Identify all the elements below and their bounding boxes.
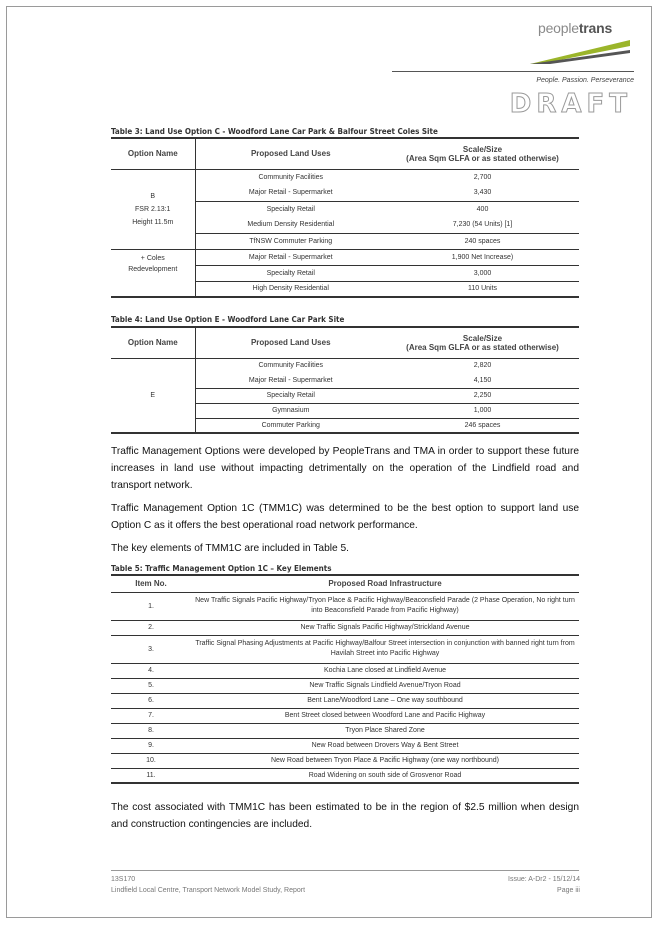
table-cell: 1,000 [473,407,492,414]
table-cell: Specialty Retail [195,201,386,217]
table-cell: Traffic Signal Phasing Adjustments at Pacific Highway/Balfour Street intersection in conjunction with banned right turn from Havilah Street into Pacific Highway [195,640,575,657]
table-cell: 3,000 [473,269,492,277]
table-cell: 4,150 [473,376,492,384]
table-cell: Gymnasium [195,403,386,418]
table-row [111,169,579,185]
table3 [111,137,579,298]
table4-header-option: Option Name [127,338,178,348]
table-row [111,635,579,663]
table-cell: Specialty Retail [195,388,386,403]
paragraph-key-elements: The key elements of TMM1C are included in Table 5. [111,543,350,554]
tagline: People. Passion. Perseverance [536,77,634,84]
table3-header-option: Option Name [127,149,178,159]
table-row [111,708,579,723]
logo-text-people: people [538,20,579,36]
table5-caption: Table 5: Traffic Management Option 1C – Key Elements [111,564,332,573]
table-cell: TfNSW Commuter Parking [195,233,386,249]
table-cell: Major Retail - Supermarket [195,373,386,388]
table4-group-cell: E [150,391,156,399]
table-cell: Community Facilities [195,169,386,185]
table-cell: New Traffic Signals Pacific Highway/Tryon Place & Pacific Highway/Beaconsfield Parade (2 Phase Operation, No right turn into Beaconsfield Parade from Pacific Highway) [195,597,575,614]
table-cell: 400 [476,205,489,213]
table4-header-uses: Proposed Land Uses [195,327,386,358]
table3-caption: Table 3: Land Use Option C - Woodford Lane Car Park & Balfour Street Coles Site [111,127,438,136]
table-cell: New Traffic Signals Lindfield Avenue/Tryon Road [309,682,461,689]
peopletrans-logo [530,20,630,68]
table5 [111,574,579,784]
table-cell: 246 spaces [464,421,501,429]
table-row [111,663,579,678]
table-cell: 2,700 [473,173,492,181]
draft-watermark: DRAFT [509,89,632,119]
table5-header-item: Item No. [135,579,167,589]
table-cell: Commuter Parking [195,418,386,433]
table-cell: 10. [146,757,156,764]
table-cell: 240 spaces [464,237,501,245]
paragraph-traffic-options: Traffic Management Options were developed by PeopleTrans and TMA in order to support these future increases in land use without impacting detrimentally on the operation of the Lindfield road and transport network. [111,446,579,491]
logo-swoosh-icon [530,36,630,66]
table-row [111,249,579,265]
table-cell: Kochia Lane closed at Lindfield Avenue [323,667,447,674]
table-cell: 1. [148,602,154,610]
table4-header-scale: Scale/Size (Area Sqm GLFA or as stated otherwise) [406,333,559,352]
table-cell: Major Retail - Supermarket [195,249,386,265]
table-cell: 7,230 (54 Units) [1] [452,221,513,229]
table-cell: 7. [148,712,154,719]
table-cell: 3,430 [473,189,492,197]
table-row [111,620,579,635]
footer-rule [111,870,579,871]
table-cell: 3. [148,645,154,653]
table-cell: 8. [148,727,154,734]
table-cell: 2,250 [473,392,492,399]
table3-group1-cell: B FSR 2.13:1 Height 11.5m [132,192,174,226]
table-cell: 110 Units [467,285,498,293]
table-cell: 5. [148,682,154,689]
table-row [111,592,579,620]
paragraph-cost: The cost associated with TMM1C has been estimated to be in the region of $2.5 million when design and construction contingencies are included. [111,802,579,830]
table-cell: New Road between Drovers Way & Bent Street [311,742,459,749]
table-row [111,358,579,373]
table4 [111,326,579,434]
table-cell: Community Facilities [195,358,386,373]
table-cell: Specialty Retail [195,265,386,281]
table-cell: Medium Density Residential [195,217,386,233]
table-cell: Bent Street closed between Woodford Lane and Pacific Highway [284,712,486,719]
table3-header-scale: Scale/Size (Area Sqm GLFA or as stated otherwise) [406,144,559,163]
table-row [111,723,579,738]
table4-caption: Table 4: Land Use Option E - Woodford Lane Car Park Site [111,315,345,324]
table-row [111,693,579,708]
table-row [111,753,579,768]
logo-text-trans: trans [578,20,613,36]
table-cell: 1,900 Net Increase) [451,253,514,261]
table-row [111,678,579,693]
table-cell: 4. [148,667,154,674]
table-cell: Road Widening on south side of Grosvenor Road [308,771,462,779]
table-cell: New Road between Tryon Place & Pacific Highway (one way northbound) [270,757,499,764]
table3-group2-cell: + Coles Redevelopment [128,254,178,273]
paragraph-tmm1c: Traffic Management Option 1C (TMM1C) was determined to be the best option to support land use Option C as it offers the best operational road network performance. [111,503,579,531]
table-row [111,768,579,783]
table-cell: 11. [146,771,156,779]
table-cell: 2. [148,624,154,631]
table-cell: 2,820 [473,362,492,370]
table-cell: 9. [148,742,154,749]
table-row [111,738,579,753]
footer-ref: 13S170 [111,876,136,883]
table-cell: 6. [148,697,154,704]
footer-issue: Issue: A-Dr2 - 15/12/14 [508,876,580,883]
table3-header-uses: Proposed Land Uses [195,138,386,169]
table-cell: Tryon Place Shared Zone [345,727,425,734]
table-cell: High Density Residential [195,281,386,297]
footer-title: Lindfield Local Centre, Transport Network Model Study, Report [111,887,306,894]
footer-page: Page iii [557,887,580,894]
table-cell: Major Retail - Supermarket [195,185,386,201]
header-rule [392,71,634,72]
table-cell: Bent Lane/Woodford Lane – One way southbound [307,697,463,704]
table5-header-infra: Proposed Road Infrastructure [328,579,442,589]
table-cell: New Traffic Signals Pacific Highway/Strickland Avenue [300,624,470,631]
